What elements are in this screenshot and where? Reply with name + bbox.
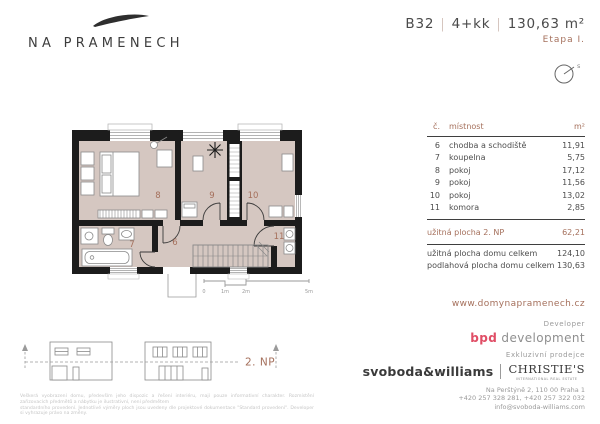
total-label: užitná plocha domu celkem — [427, 249, 538, 259]
contacts — [363, 386, 585, 411]
sales-brands — [363, 362, 585, 381]
elevation-drawings — [18, 328, 308, 400]
row-room: pokoj — [449, 178, 471, 188]
right-window — [295, 195, 302, 217]
phones: +420 257 328 281, +420 257 322 032 — [458, 394, 585, 403]
col-area: m² — [574, 122, 585, 131]
logo-wordmark: NA PRAMENECH — [28, 36, 184, 51]
row-num: 6 — [434, 141, 440, 150]
scale-0: 0 — [202, 289, 206, 295]
entry-porch — [168, 274, 196, 297]
divider — [427, 219, 585, 220]
floor-plan — [55, 110, 355, 305]
row-area: 17,12 — [562, 165, 585, 175]
row-room: pokoj — [449, 190, 471, 200]
table-row — [427, 153, 585, 165]
disclaimer-line: Veškerá vyobrazení domu, především jeho dispozic a řešení interiéru, mají pouze informativní charakter. Rozmístění zařizovacích předmětů a nábytku je ilustrativní, není předmětem — [20, 394, 314, 405]
room-label-7: 7 — [129, 240, 135, 250]
svoboda-williams-logo: svoboda&williams — [362, 364, 494, 379]
scale-1m: 1m — [220, 289, 230, 295]
room-label-6: 6 — [172, 238, 178, 248]
separator: | — [496, 16, 502, 32]
row-area: 11,91 — [562, 141, 585, 150]
website-link[interactable]: www.domynapramenech.cz — [451, 299, 585, 309]
unit-layout: 4+kk — [451, 16, 491, 32]
developer-heading: Developer — [543, 320, 585, 328]
christies-subtitle: INTERNATIONAL REAL ESTATE — [515, 377, 578, 381]
row-area: 2,85 — [567, 202, 585, 212]
col-room: místnost — [449, 122, 484, 131]
subtotal-label: užitná plocha 2. NP — [427, 227, 505, 237]
developer-brand — [470, 331, 585, 345]
row-room: chodba a schodiště — [449, 141, 527, 150]
total-value: 130,63 — [557, 260, 585, 270]
total-label: podlahová plocha domu celkem — [427, 260, 555, 270]
row-room: koupelna — [449, 153, 486, 163]
compass-north-icon — [545, 56, 587, 90]
room-label-9: 9 — [209, 191, 215, 201]
disclaimer-line: standardního provedení. Jednotlivé výměry ploch jsou uvedeny dle projektové dokumentace "Standard provedení". Developer si vyhrazuje právo na změny. — [20, 405, 314, 417]
sales-block — [363, 351, 585, 411]
separator: | — [440, 16, 446, 32]
row-num: 8 — [434, 165, 440, 175]
row-num: 9 — [434, 178, 440, 188]
unit-area: 130,63 m² — [507, 16, 585, 32]
developer-block — [470, 320, 585, 345]
subtotal-value: 62,21 — [562, 227, 585, 237]
row-num: 7 — [434, 153, 440, 163]
row-room: komora — [449, 202, 480, 212]
house-elevation-right — [145, 342, 211, 380]
row-num: 11 — [429, 202, 440, 212]
col-number: č. — [433, 122, 440, 131]
email-link[interactable]: info@svoboda-williams.com — [494, 402, 585, 411]
house-elevation-left — [50, 342, 112, 380]
unit-header — [405, 16, 585, 45]
scale-2m: 2m — [241, 289, 251, 295]
row-area: 13,02 — [562, 190, 585, 200]
disclaimer — [20, 394, 314, 417]
sales-heading: Exkluzivní prodejce — [505, 351, 585, 359]
top-windows — [108, 124, 282, 141]
unit-title — [405, 16, 585, 32]
row-room: pokoj — [449, 165, 471, 175]
row-area: 11,56 — [562, 178, 585, 188]
christies-logo — [508, 362, 585, 381]
table-row — [427, 166, 585, 178]
divider — [500, 364, 501, 379]
table-row — [427, 141, 585, 153]
row-area: 5,75 — [567, 153, 585, 163]
total-row — [427, 249, 585, 261]
room-label-8: 8 — [155, 191, 161, 201]
row-num: 10 — [429, 190, 440, 200]
bpd-logo-rest: development — [497, 331, 585, 345]
divider — [427, 244, 585, 245]
scale-5m: 5m — [304, 289, 314, 295]
christies-wordmark: CHRISTIE'S — [508, 362, 585, 376]
subtotal-row — [427, 224, 585, 240]
bpd-logo: bpd — [470, 331, 498, 345]
total-value: 124,10 — [557, 249, 585, 259]
level-label: 2. NP — [245, 356, 276, 369]
unit-code: B32 — [405, 16, 435, 32]
table-row — [427, 191, 585, 203]
room-label-10: 10 — [247, 191, 259, 201]
total-row — [427, 261, 585, 273]
scale-bar — [202, 279, 313, 295]
stage-label: Etapa I. — [542, 35, 585, 45]
logo-swoosh-icon — [85, 10, 155, 28]
room-table — [427, 122, 585, 272]
table-row — [427, 178, 585, 190]
up-arrow-icon — [22, 344, 28, 351]
room-label-11: 11 — [273, 232, 285, 242]
table-row — [427, 203, 585, 215]
up-arrow-icon — [273, 344, 279, 351]
address: Na Perštýně 2, 110 00 Praha 1 — [485, 386, 585, 394]
compass-label: s — [577, 62, 581, 70]
table-header — [427, 122, 585, 137]
